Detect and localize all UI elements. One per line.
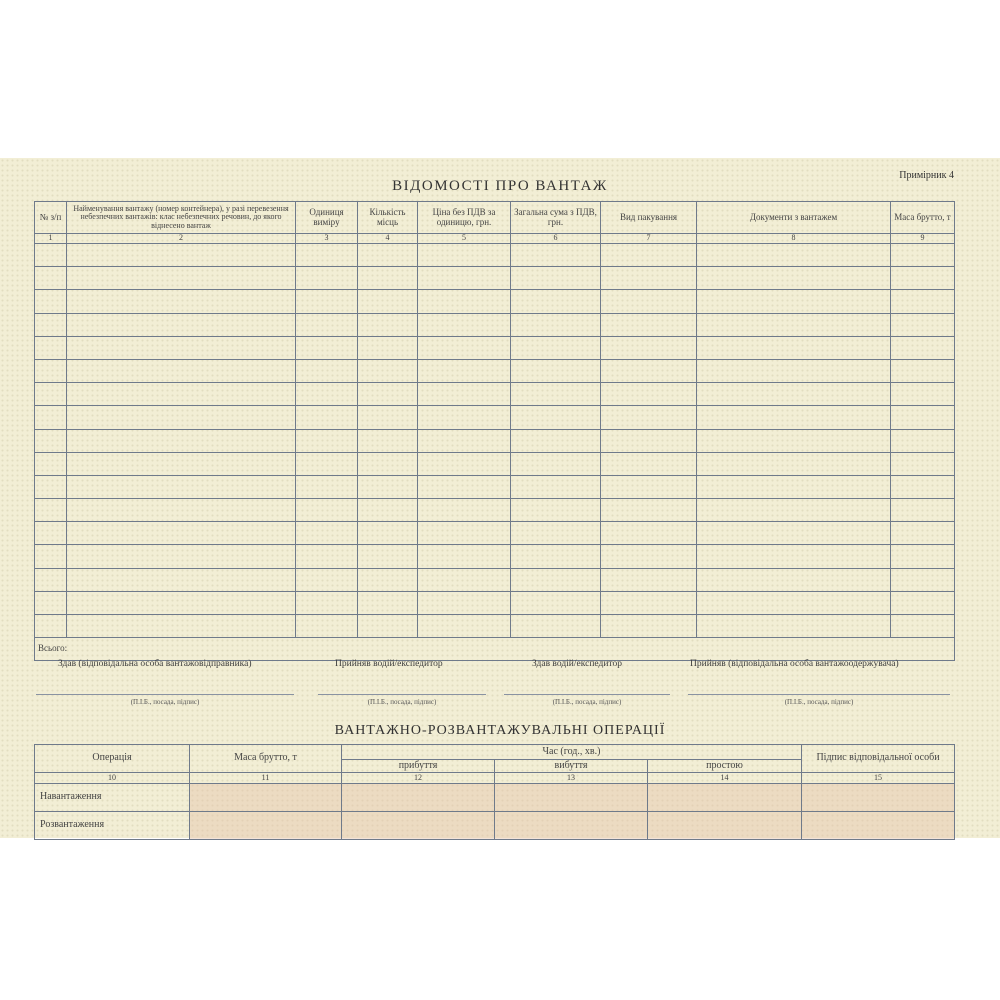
cargo-cell[interactable] [67, 406, 296, 429]
cargo-cell[interactable] [697, 267, 891, 290]
cargo-table [34, 201, 955, 661]
cargo-cell[interactable] [296, 359, 358, 382]
cargo-cell[interactable] [296, 383, 358, 406]
cargo-cell[interactable] [35, 244, 67, 267]
cargo-cell[interactable] [891, 359, 955, 382]
cargo-row [35, 429, 955, 452]
cargo-cell[interactable] [697, 313, 891, 336]
column-number: 5 [418, 234, 511, 244]
cargo-cell[interactable] [296, 568, 358, 591]
header-unit: Одиниця виміру [296, 202, 358, 234]
cargo-cell[interactable] [511, 429, 601, 452]
cargo-cell[interactable] [601, 359, 697, 382]
cargo-cell[interactable] [418, 406, 511, 429]
cargo-cell[interactable] [418, 452, 511, 475]
cargo-cell[interactable] [35, 568, 67, 591]
cargo-cell[interactable] [35, 545, 67, 568]
cargo-cell[interactable] [35, 452, 67, 475]
cargo-cell[interactable] [67, 336, 296, 359]
cargo-cell[interactable] [418, 383, 511, 406]
cargo-cell[interactable] [358, 615, 418, 638]
header-operation: Операція [35, 745, 190, 773]
cargo-cell[interactable] [67, 568, 296, 591]
cargo-row [35, 522, 955, 545]
column-number: 2 [67, 234, 296, 244]
cargo-cell[interactable] [697, 615, 891, 638]
cargo-cell[interactable] [511, 475, 601, 498]
cargo-cell[interactable] [296, 499, 358, 522]
cargo-row [35, 406, 955, 429]
cargo-cell[interactable] [697, 568, 891, 591]
cargo-cell[interactable] [511, 568, 601, 591]
cargo-cell[interactable] [418, 429, 511, 452]
cargo-cell[interactable] [67, 313, 296, 336]
cargo-cell[interactable] [67, 267, 296, 290]
cargo-row [35, 267, 955, 290]
cargo-cell[interactable] [67, 429, 296, 452]
cargo-cell[interactable] [296, 313, 358, 336]
cargo-row [35, 475, 955, 498]
cargo-cell[interactable] [418, 313, 511, 336]
cargo-cell[interactable] [511, 522, 601, 545]
cargo-row [35, 313, 955, 336]
cargo-row [35, 568, 955, 591]
loading-departure-cell[interactable] [495, 784, 648, 812]
cargo-cell[interactable] [601, 290, 697, 313]
cargo-cell[interactable] [601, 267, 697, 290]
cargo-cell[interactable] [601, 522, 697, 545]
cargo-cell[interactable] [697, 429, 891, 452]
cargo-cell[interactable] [296, 475, 358, 498]
cargo-cell[interactable] [35, 406, 67, 429]
signature-caption: (П.І.Б., посада, підпис) [130, 698, 200, 706]
unloading-idle-cell[interactable] [648, 812, 802, 840]
cargo-cell[interactable] [358, 452, 418, 475]
cargo-cell[interactable] [601, 313, 697, 336]
signature-line-consignee[interactable] [688, 694, 950, 695]
cargo-cell[interactable] [35, 359, 67, 382]
cargo-cell[interactable] [358, 591, 418, 614]
cargo-row [35, 383, 955, 406]
cargo-cell[interactable] [35, 313, 67, 336]
cargo-cell[interactable] [67, 383, 296, 406]
cargo-cell[interactable] [601, 545, 697, 568]
cargo-cell[interactable] [67, 615, 296, 638]
cargo-cell[interactable] [891, 244, 955, 267]
column-number: 1 [35, 234, 67, 244]
cargo-row [35, 615, 955, 638]
copy-number-label: Примірник 4 [899, 170, 954, 181]
cargo-cell[interactable] [601, 615, 697, 638]
cargo-cell[interactable] [296, 429, 358, 452]
cargo-cell[interactable] [511, 383, 601, 406]
unloading-mass-cell[interactable] [190, 812, 342, 840]
header-ops-gross-mass: Маса брутто, т [190, 745, 342, 773]
cargo-cell[interactable] [891, 475, 955, 498]
cargo-row [35, 290, 955, 313]
cargo-cell[interactable] [511, 267, 601, 290]
cargo-cell[interactable] [511, 499, 601, 522]
cargo-cell[interactable] [67, 359, 296, 382]
signature-label-driver-received: Прийняв водій/експедитор [335, 659, 443, 669]
cargo-cell[interactable] [697, 383, 891, 406]
cargo-cell[interactable] [601, 475, 697, 498]
cargo-cell[interactable] [601, 406, 697, 429]
cargo-cell[interactable] [35, 383, 67, 406]
cargo-cell[interactable] [358, 568, 418, 591]
cargo-cell[interactable] [511, 359, 601, 382]
cargo-cell[interactable] [358, 313, 418, 336]
cargo-section-title: ВІДОМОСТІ ПРО ВАНТАЖ [392, 178, 608, 194]
cargo-row [35, 452, 955, 475]
cargo-cell[interactable] [35, 290, 67, 313]
cargo-cell[interactable] [601, 336, 697, 359]
unloading-arrival-cell[interactable] [342, 812, 495, 840]
cargo-cell[interactable] [511, 591, 601, 614]
cargo-cell[interactable] [418, 499, 511, 522]
cargo-cell[interactable] [697, 475, 891, 498]
cargo-cell[interactable] [601, 568, 697, 591]
cargo-cell[interactable] [891, 429, 955, 452]
cargo-cell[interactable] [601, 244, 697, 267]
header-price: Ціна без ПДВ за одиницю, грн. [418, 202, 511, 234]
loading-arrival-cell[interactable] [342, 784, 495, 812]
signature-line-shipper[interactable] [36, 694, 294, 695]
cargo-cell[interactable] [358, 475, 418, 498]
cargo-cell[interactable] [418, 359, 511, 382]
cargo-row [35, 336, 955, 359]
column-number: 7 [601, 234, 697, 244]
column-number: 3 [296, 234, 358, 244]
signature-line-driver-handed[interactable] [504, 694, 670, 695]
cargo-cell[interactable] [418, 336, 511, 359]
cargo-cell[interactable] [296, 452, 358, 475]
cargo-cell[interactable] [891, 406, 955, 429]
cargo-cell[interactable] [601, 452, 697, 475]
cargo-cell[interactable] [418, 267, 511, 290]
unloading-departure-cell[interactable] [495, 812, 648, 840]
cargo-cell[interactable] [358, 406, 418, 429]
cargo-cell[interactable] [697, 336, 891, 359]
cargo-cell[interactable] [511, 615, 601, 638]
cargo-cell[interactable] [418, 475, 511, 498]
cargo-row [35, 359, 955, 382]
cargo-cell[interactable] [511, 290, 601, 313]
cargo-cell[interactable] [697, 359, 891, 382]
operation-unloading-label: Розвантаження [35, 812, 190, 840]
signature-caption: (П.І.Б., посада, підпис) [367, 698, 437, 706]
cargo-cell[interactable] [296, 591, 358, 614]
cargo-cell[interactable] [511, 336, 601, 359]
cargo-table-body [35, 244, 955, 638]
loading-mass-cell[interactable] [190, 784, 342, 812]
cargo-cell[interactable] [601, 591, 697, 614]
cargo-cell[interactable] [891, 545, 955, 568]
cargo-cell[interactable] [35, 336, 67, 359]
cargo-cell[interactable] [35, 475, 67, 498]
cargo-row [35, 591, 955, 614]
cargo-cell[interactable] [67, 452, 296, 475]
cargo-cell[interactable] [418, 244, 511, 267]
cargo-cell[interactable] [891, 336, 955, 359]
cargo-cell[interactable] [891, 522, 955, 545]
cargo-cell[interactable] [296, 406, 358, 429]
column-number: 4 [358, 234, 418, 244]
cargo-cell[interactable] [67, 545, 296, 568]
cargo-cell[interactable] [418, 591, 511, 614]
signature-line-driver-received[interactable] [318, 694, 486, 695]
cargo-cell[interactable] [697, 545, 891, 568]
cargo-cell[interactable] [511, 406, 601, 429]
signature-label-driver-handed: Здав водій/експедитор [532, 659, 622, 669]
header-row-number: № з/п [35, 202, 67, 234]
cargo-cell[interactable] [418, 568, 511, 591]
column-number: 12 [342, 773, 495, 784]
cargo-cell[interactable] [296, 615, 358, 638]
signature-label-shipper: Здав (відповідальна особа вантажовідправника) [58, 659, 252, 669]
cargo-cell[interactable] [358, 336, 418, 359]
header-arrival: прибуття [342, 760, 495, 773]
cargo-cell[interactable] [891, 591, 955, 614]
cargo-row [35, 244, 955, 267]
cargo-cell[interactable] [418, 615, 511, 638]
cargo-cell[interactable] [67, 244, 296, 267]
header-places: Кількість місць [358, 202, 418, 234]
cargo-cell[interactable] [35, 591, 67, 614]
cargo-cell[interactable] [601, 383, 697, 406]
cargo-cell[interactable] [601, 429, 697, 452]
cargo-cell[interactable] [418, 545, 511, 568]
cargo-cell[interactable] [697, 522, 891, 545]
cargo-cell[interactable] [358, 429, 418, 452]
cargo-cell[interactable] [418, 290, 511, 313]
column-number: 13 [495, 773, 648, 784]
cargo-cell[interactable] [891, 499, 955, 522]
cargo-cell[interactable] [296, 290, 358, 313]
column-number: 14 [648, 773, 802, 784]
cargo-cell[interactable] [697, 244, 891, 267]
column-number: 15 [802, 773, 955, 784]
operation-loading-label: Навантаження [35, 784, 190, 812]
column-number: 8 [697, 234, 891, 244]
cargo-cell[interactable] [697, 290, 891, 313]
operations-section-title: ВАНТАЖНО-РОЗВАНТАЖУВАЛЬНІ ОПЕРАЦІЇ [334, 723, 666, 738]
cargo-cell[interactable] [35, 615, 67, 638]
operations-table [34, 744, 955, 840]
total-label: Всього: [35, 638, 955, 661]
cargo-cell[interactable] [358, 244, 418, 267]
cargo-cell[interactable] [358, 522, 418, 545]
cargo-cell[interactable] [891, 267, 955, 290]
header-departure: вибуття [495, 760, 648, 773]
cargo-cell[interactable] [891, 313, 955, 336]
header-cargo-name: Найменування вантажу (номер контейнера), у разі перевезення небезпечних вантажів: клас небезпечних речовин, до якого віднесено вантаж [67, 202, 296, 234]
cargo-cell[interactable] [697, 406, 891, 429]
cargo-cell[interactable] [35, 267, 67, 290]
cargo-cell[interactable] [358, 545, 418, 568]
cargo-cell[interactable] [697, 591, 891, 614]
header-documents: Документи з вантажем [697, 202, 891, 234]
cargo-cell[interactable] [296, 244, 358, 267]
cargo-cell[interactable] [891, 568, 955, 591]
cargo-cell[interactable] [891, 383, 955, 406]
column-number: 9 [891, 234, 955, 244]
cargo-cell[interactable] [35, 429, 67, 452]
cargo-cell[interactable] [67, 475, 296, 498]
loading-signature-cell[interactable] [802, 784, 955, 812]
cargo-cell[interactable] [511, 452, 601, 475]
cargo-cell[interactable] [511, 313, 601, 336]
cargo-cell[interactable] [296, 545, 358, 568]
header-responsible-signature: Підпис відповідальної особи [802, 745, 955, 773]
cargo-cell[interactable] [67, 591, 296, 614]
cargo-cell[interactable] [511, 545, 601, 568]
cargo-cell[interactable] [35, 499, 67, 522]
cargo-cell[interactable] [891, 290, 955, 313]
unloading-signature-cell[interactable] [802, 812, 955, 840]
signature-caption: (П.І.Б., посада, підпис) [552, 698, 622, 706]
loading-idle-cell[interactable] [648, 784, 802, 812]
cargo-cell[interactable] [697, 452, 891, 475]
signature-label-consignee: Прийняв (відповідальна особа вантажоодержувача) [690, 659, 899, 669]
cargo-cell[interactable] [358, 383, 418, 406]
cargo-cell[interactable] [296, 267, 358, 290]
cargo-cell[interactable] [35, 522, 67, 545]
cargo-cell[interactable] [891, 452, 955, 475]
column-number: 10 [35, 773, 190, 784]
cargo-cell[interactable] [67, 522, 296, 545]
cargo-row [35, 545, 955, 568]
cargo-cell[interactable] [67, 499, 296, 522]
header-gross-mass: Маса брутто, т [891, 202, 955, 234]
cargo-cell[interactable] [891, 615, 955, 638]
header-time: Час (год., хв.) [342, 745, 802, 760]
header-total-sum: Загальна сума з ПДВ, грн. [511, 202, 601, 234]
cargo-cell[interactable] [358, 499, 418, 522]
cargo-cell[interactable] [418, 522, 511, 545]
cargo-cell[interactable] [601, 499, 697, 522]
cargo-cell[interactable] [358, 267, 418, 290]
cargo-cell[interactable] [358, 359, 418, 382]
cargo-cell[interactable] [697, 499, 891, 522]
column-number: 6 [511, 234, 601, 244]
signature-caption: (П.І.Б., посада, підпис) [784, 698, 854, 706]
cargo-row [35, 499, 955, 522]
cargo-cell[interactable] [358, 290, 418, 313]
column-number: 11 [190, 773, 342, 784]
header-idle: простою [648, 760, 802, 773]
cargo-cell[interactable] [296, 336, 358, 359]
cargo-cell[interactable] [296, 522, 358, 545]
cargo-cell[interactable] [67, 290, 296, 313]
header-packaging: Вид пакування [601, 202, 697, 234]
cargo-cell[interactable] [511, 244, 601, 267]
